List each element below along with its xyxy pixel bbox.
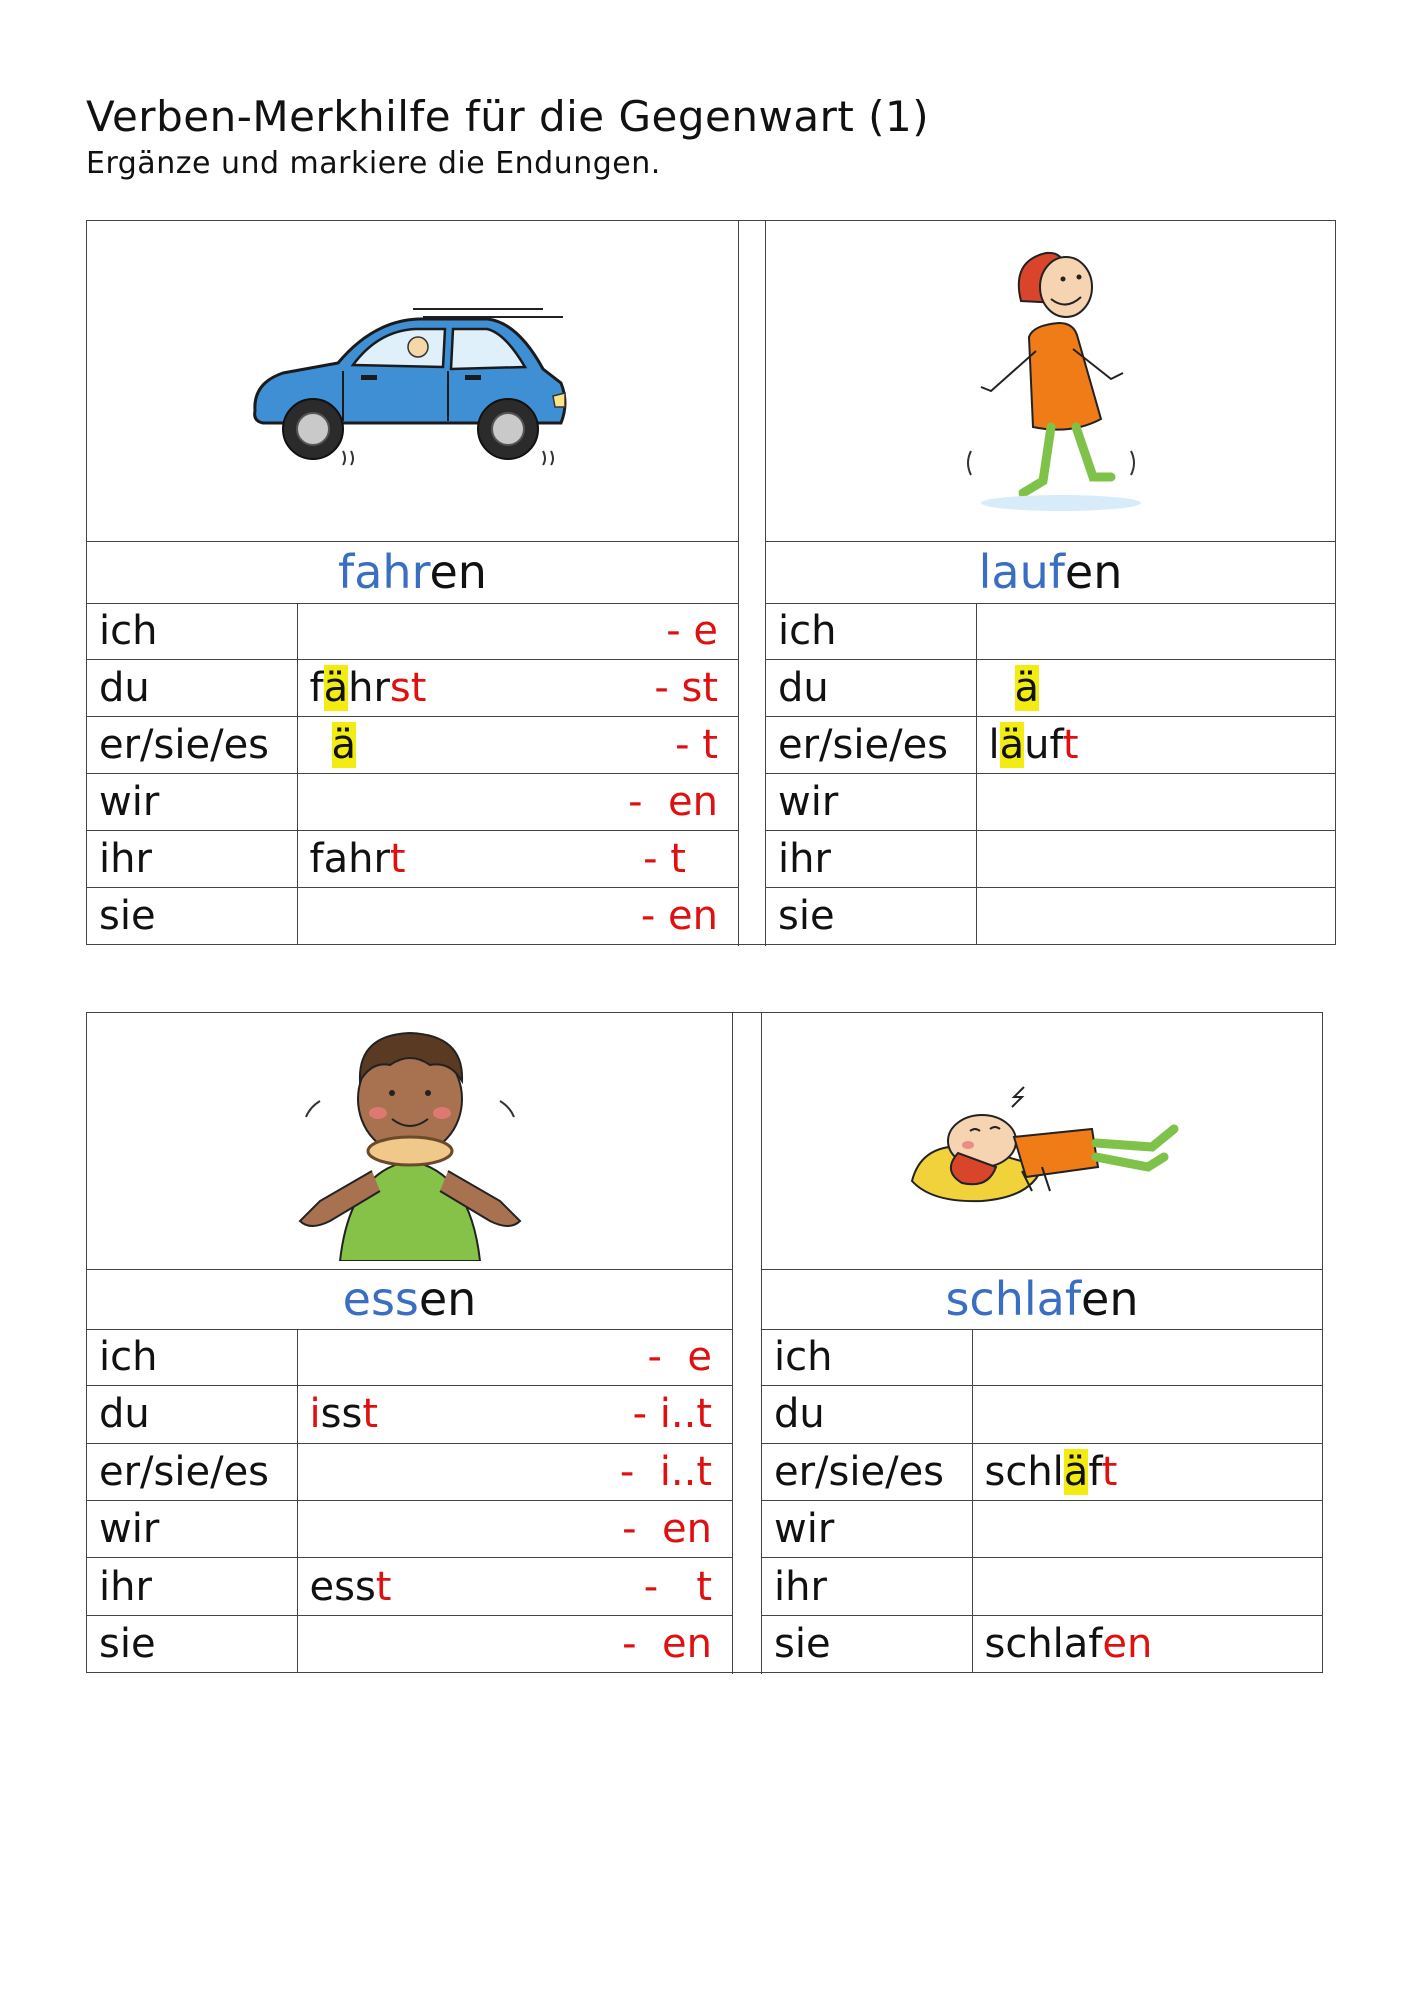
verb-form-ending: t	[375, 1563, 392, 1610]
answer-cell[interactable]	[976, 603, 1335, 659]
verb-ending: en	[1064, 545, 1123, 599]
eating-boy-icon	[280, 1021, 540, 1261]
table-row	[766, 659, 1335, 716]
ending-hint: - e	[647, 1334, 712, 1381]
table-row	[87, 1386, 732, 1443]
answer-cell[interactable]	[976, 888, 1335, 944]
sleeping-girl-icon	[892, 1071, 1192, 1211]
pronoun-cell: sie	[87, 888, 297, 944]
ending-hint: - t	[643, 1563, 712, 1610]
answer-cell[interactable]	[972, 1443, 1322, 1500]
verb-form-text: f	[1088, 1448, 1102, 1495]
verb-title	[87, 541, 738, 604]
pronoun-cell: ihr	[87, 1558, 297, 1615]
answer-cell[interactable]	[297, 831, 738, 888]
table-row	[762, 1443, 1322, 1500]
pronoun-cell: sie	[766, 888, 976, 944]
answer-cell[interactable]	[972, 1500, 1322, 1557]
answer-cell[interactable]	[297, 1615, 732, 1672]
table-row	[87, 1443, 732, 1500]
verb-panel-essen	[87, 1013, 732, 1672]
answer-cell[interactable]	[297, 1443, 732, 1500]
verb-panel-laufen	[766, 221, 1335, 944]
picture-cell	[87, 1013, 732, 1270]
pronoun-cell: ich	[766, 603, 976, 659]
verb-form-text: schlaf	[984, 1620, 1103, 1667]
bottom-verb-block	[86, 1012, 1323, 1673]
pronoun-cell: ich	[762, 1329, 972, 1386]
pronoun-cell: ihr	[762, 1558, 972, 1615]
conjugation-table	[87, 603, 738, 944]
table-row	[87, 831, 738, 888]
verb-stem: schlaf	[945, 1272, 1082, 1326]
verb-form-text: ss	[320, 1391, 363, 1438]
pronoun-cell: wir	[87, 773, 297, 830]
verb-form-ending: t	[389, 836, 406, 883]
verb-form-ending: t	[1062, 721, 1079, 768]
answer-cell[interactable]	[297, 1500, 732, 1557]
table-row	[766, 773, 1335, 830]
answer-cell[interactable]	[976, 773, 1335, 830]
conjugation-table	[87, 1329, 732, 1672]
umlaut-highlight: ä	[1014, 664, 1040, 711]
table-row	[762, 1615, 1322, 1672]
verb-ending: en	[418, 1272, 477, 1326]
table-row	[87, 603, 738, 659]
pronoun-cell: sie	[87, 1615, 297, 1672]
picture-cell	[762, 1013, 1322, 1270]
verb-form-ending: en	[1102, 1620, 1153, 1667]
table-row	[762, 1329, 1322, 1386]
table-row	[87, 1615, 732, 1672]
answer-cell[interactable]	[972, 1386, 1322, 1443]
pronoun-cell: du	[766, 659, 976, 716]
ending-hint: - en	[622, 1620, 712, 1667]
answer-cell[interactable]	[976, 716, 1335, 773]
pronoun-cell: ich	[87, 1329, 297, 1386]
verb-panel-fahren	[87, 221, 738, 944]
pronoun-cell: er/sie/es	[762, 1443, 972, 1500]
verb-title	[766, 541, 1335, 604]
pronoun-cell: ihr	[87, 831, 297, 888]
page-title: Verben-Merkhilfe für die Gegenwart (1)	[86, 92, 930, 141]
verb-ending: en	[1081, 1272, 1139, 1326]
picture-cell	[87, 221, 738, 542]
table-row	[87, 1500, 732, 1557]
ending-hint: - i..t	[632, 1391, 712, 1438]
answer-cell[interactable]	[972, 1558, 1322, 1615]
pronoun-cell: ich	[87, 603, 297, 659]
table-row	[87, 1558, 732, 1615]
pronoun-cell: du	[762, 1386, 972, 1443]
table-row	[87, 1329, 732, 1386]
answer-cell[interactable]	[976, 659, 1335, 716]
verb-form-text: hr	[348, 664, 390, 711]
pronoun-cell: wir	[87, 1500, 297, 1557]
umlaut-highlight: ä	[323, 664, 349, 711]
answer-cell[interactable]	[297, 716, 738, 773]
table-row	[762, 1386, 1322, 1443]
top-verb-block	[86, 220, 1336, 945]
verb-panel-schlafen	[762, 1013, 1322, 1672]
answer-cell[interactable]	[297, 888, 738, 944]
verb-form-text: schl	[984, 1448, 1064, 1495]
verb-form-text: uf	[1024, 721, 1063, 768]
walking-girl-icon	[951, 241, 1151, 521]
table-row	[87, 888, 738, 944]
answer-cell[interactable]	[297, 1329, 732, 1386]
conjugation-table	[762, 1329, 1322, 1672]
umlaut-highlight: ä	[999, 721, 1025, 768]
pronoun-cell: sie	[762, 1615, 972, 1672]
pronoun-cell: ihr	[766, 831, 976, 888]
verb-stem: lauf	[978, 545, 1065, 599]
verb-form-text: fahr	[309, 836, 390, 883]
table-row	[87, 716, 738, 773]
table-row	[87, 773, 738, 830]
table-row	[766, 603, 1335, 659]
answer-cell[interactable]	[972, 1329, 1322, 1386]
ending-hint: - t	[643, 836, 686, 883]
conjugation-table	[766, 603, 1335, 944]
answer-cell[interactable]	[972, 1615, 1322, 1672]
table-row	[762, 1500, 1322, 1557]
table-row	[762, 1558, 1322, 1615]
car-icon	[243, 291, 583, 471]
answer-cell[interactable]	[297, 659, 738, 716]
pronoun-cell: er/sie/es	[87, 716, 297, 773]
verb-stem: ess	[342, 1272, 419, 1326]
ending-hint: - st	[654, 664, 718, 711]
verb-form-ending: st	[389, 664, 427, 711]
answer-cell[interactable]	[297, 1386, 732, 1443]
umlaut-highlight: ä	[1063, 1448, 1089, 1495]
verb-form-vowel: i	[309, 1391, 321, 1438]
answer-cell[interactable]	[297, 1558, 732, 1615]
table-row	[766, 888, 1335, 944]
page-instruction: Ergänze und markiere die Endungen.	[86, 146, 661, 181]
verb-form-ending: t	[1101, 1448, 1118, 1495]
ending-hint: - e	[666, 607, 718, 654]
answer-cell[interactable]	[297, 773, 738, 830]
picture-cell	[766, 221, 1335, 542]
ending-hint: - en	[640, 893, 718, 940]
pronoun-cell: er/sie/es	[766, 716, 976, 773]
verb-form-text: l	[988, 721, 1000, 768]
pronoun-cell: du	[87, 659, 297, 716]
answer-cell[interactable]	[976, 831, 1335, 888]
pronoun-cell: du	[87, 1386, 297, 1443]
verb-form-text: ess	[309, 1563, 376, 1610]
ending-hint: - i..t	[619, 1448, 712, 1495]
verb-title	[87, 1269, 732, 1330]
pronoun-cell: er/sie/es	[87, 1443, 297, 1500]
verb-title	[762, 1269, 1322, 1330]
answer-cell[interactable]	[297, 603, 738, 659]
ending-hint: - t	[675, 721, 718, 768]
verb-form-text: f	[309, 664, 324, 711]
verb-ending: en	[429, 545, 487, 599]
table-row	[87, 659, 738, 716]
verb-stem: fahr	[338, 545, 430, 599]
umlaut-highlight: ä	[331, 721, 357, 768]
pronoun-cell: wir	[762, 1500, 972, 1557]
ending-hint: - en	[628, 779, 718, 826]
table-row	[766, 716, 1335, 773]
pronoun-cell: wir	[766, 773, 976, 830]
verb-form-ending: t	[362, 1391, 378, 1438]
ending-hint: - en	[622, 1506, 712, 1553]
table-row	[766, 831, 1335, 888]
